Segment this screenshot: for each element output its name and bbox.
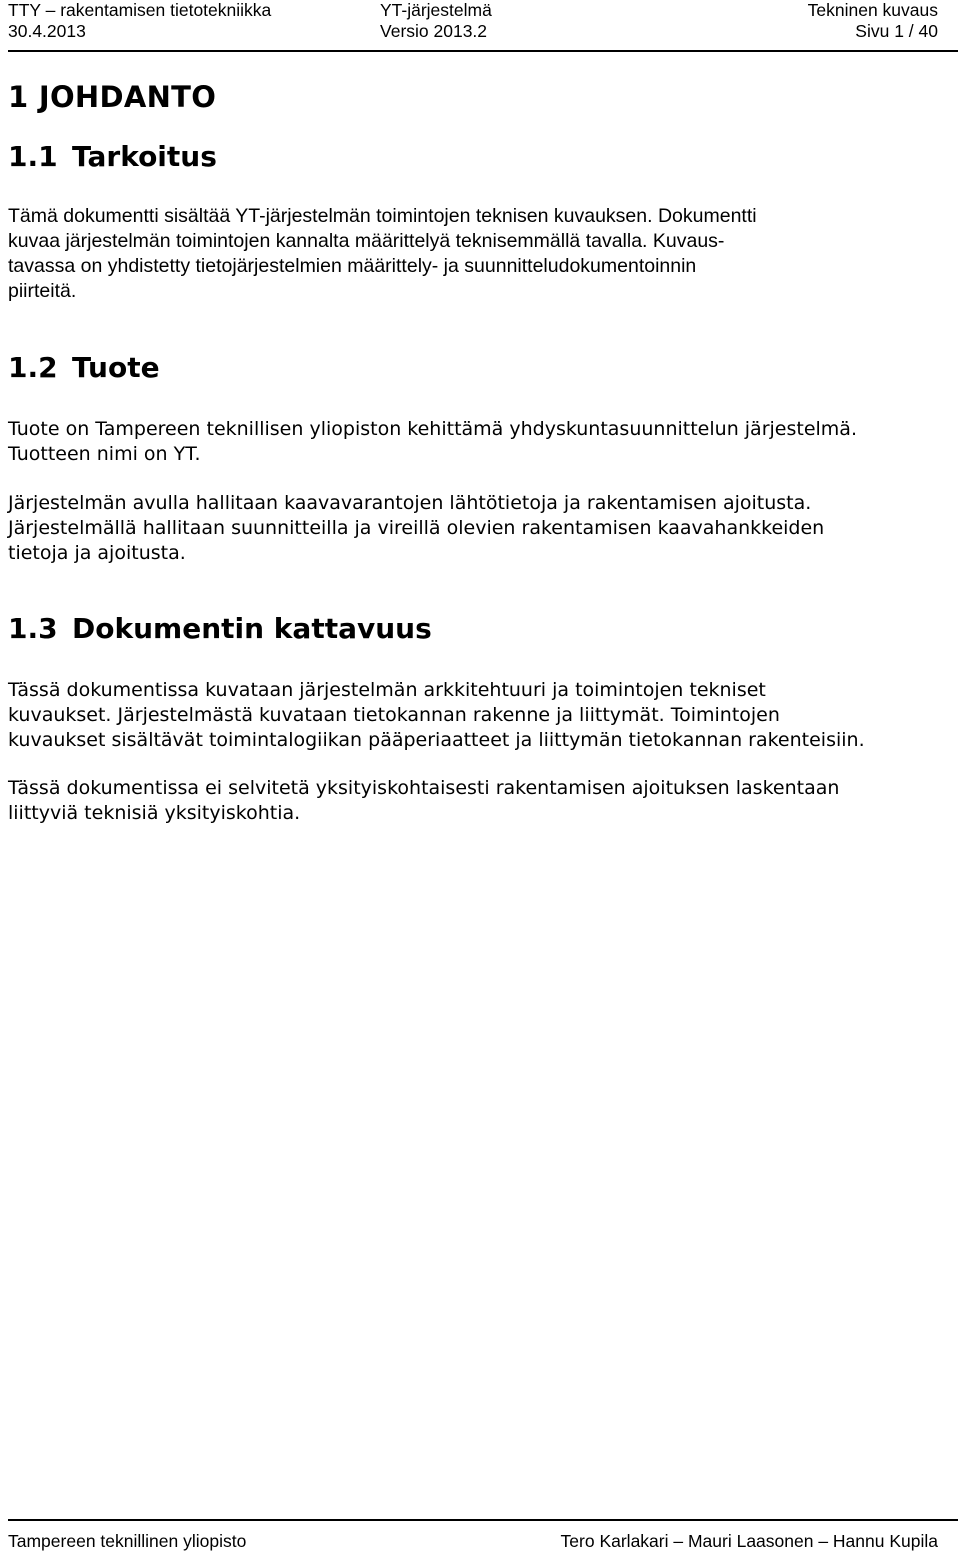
header-page-number: Sivu 1 / 40 [855,21,938,41]
header-version: Versio 2013.2 [380,21,488,41]
header-date: 30.4.2013 [8,21,86,41]
text-line: Tuotteen nimi on YT. [8,443,201,465]
text-line: Järjestelmällä hallitaan suunnitteilla ja vireillä olevien rakentamisen kaavahankkeiden [8,517,825,539]
section-1-1-paragraph [8,204,953,304]
page-footer [8,1530,938,1552]
section-1-2-heading [8,351,160,384]
header-doc-type: Tekninen kuvaus [807,0,938,20]
footer-divider [8,1519,958,1521]
text-line: Järjestelmän avulla hallitaan kaavavarantojen lähtötietoja ja rakentamisen ajoitusta. [8,492,812,514]
section-1-3-paragraph-1 [8,678,953,753]
header-org: TTY – rakentamisen tietotekniikka [8,0,272,20]
footer-university: Tampereen teknillinen yliopisto [8,1531,247,1551]
header-system: YT-järjestelmä [380,0,492,20]
text-line: liittyviä teknisiä yksityiskohtia. [8,802,301,824]
section-number: 1.1 [8,140,58,173]
footer-authors: Tero Karlakari – Mauri Laasonen – Hannu Kupila [560,1531,938,1551]
text-line: tietoja ja ajoitusta. [8,542,186,564]
section-title: Tarkoitus [72,140,217,173]
section-1-3-heading [8,612,432,645]
section-number: 1.2 [8,351,58,384]
text-line: Tuote on Tampereen teknillisen yliopiston kehittämä yhdyskuntasuunnittelun järjestelmä. [8,418,857,440]
page-header [8,0,938,42]
header-divider [8,50,958,52]
text-line: Tässä dokumentissa kuvataan järjestelmän arkkitehtuuri ja toimintojen tekniset [8,679,766,701]
text-line: Tämä dokumentti sisältää YT-järjestelmän toimintojen teknisen kuvauksen. Dokumentti [8,205,757,227]
text-line: kuvaukset. Järjestelmästä kuvataan tietokannan rakenne ja liittymät. Toimintojen [8,704,780,726]
section-1-2-paragraph-1 [8,417,953,467]
section-1-2-paragraph-2 [8,491,953,566]
chapter-title: 1 JOHDANTO [8,80,217,114]
header-row-2 [8,21,938,42]
section-1-1-heading [8,140,217,173]
section-1-3-paragraph-2 [8,776,953,826]
section-title: Dokumentin kattavuus [72,612,432,645]
section-number: 1.3 [8,612,58,645]
text-line: tavassa on yhdistetty tietojärjestelmien määrittely- ja suunnitteludokumentoinnin [8,255,697,277]
header-row-1 [8,0,938,21]
text-line: Tässä dokumentissa ei selvitetä yksityiskohtaisesti rakentamisen ajoituksen laskentaan [8,777,840,799]
text-line: kuvaa järjestelmän toimintojen kannalta määrittelyä teknisemmällä tavalla. Kuvaus- [8,230,725,252]
text-line: piirteitä. [8,280,77,302]
text-line: kuvaukset sisältävät toimintalogiikan pääperiaatteet ja liittymän tietokannan rakenteisiin. [8,729,865,751]
section-title: Tuote [72,351,160,384]
